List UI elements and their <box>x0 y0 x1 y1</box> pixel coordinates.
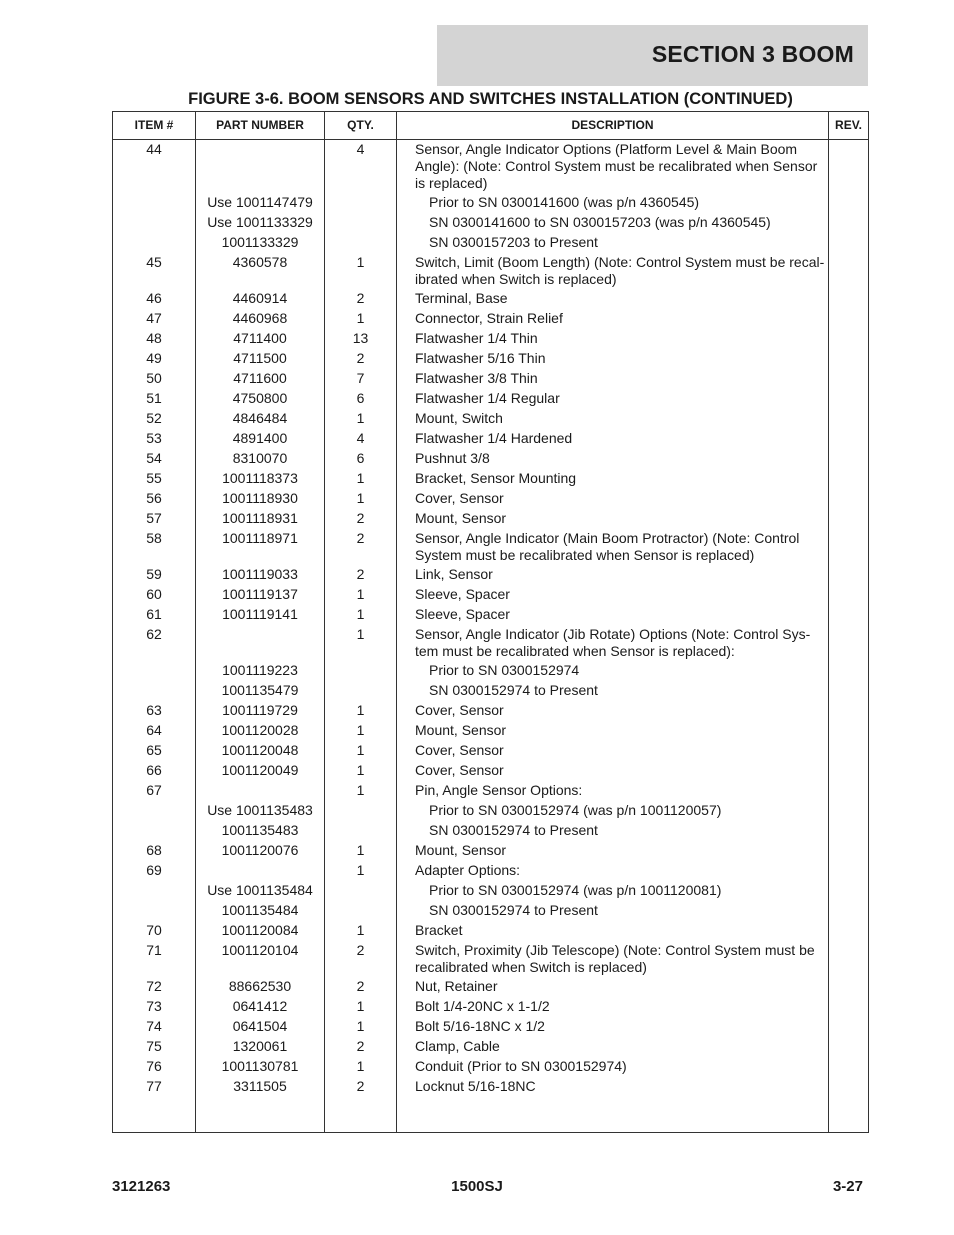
item-number: 76 <box>146 1058 162 1074</box>
table-row <box>113 586 868 603</box>
part-number: 4750800 <box>232 390 288 406</box>
description: Bolt 1/4-20NC x 1-1/2 <box>415 998 550 1014</box>
part-number: 1320061 <box>232 1038 288 1054</box>
quantity: 2 <box>356 510 365 526</box>
table-row <box>113 141 868 192</box>
quantity: 2 <box>356 1078 365 1094</box>
section-header-banner <box>437 25 868 86</box>
item-number: 54 <box>146 450 162 466</box>
description: Flatwasher 5/16 Thin <box>415 350 546 366</box>
quantity: 1 <box>356 470 365 486</box>
description: Connector, Strain Relief <box>415 310 563 326</box>
description: Mount, Switch <box>415 410 503 426</box>
table-row <box>113 390 868 407</box>
quantity: 1 <box>356 606 365 622</box>
item-number: 72 <box>146 978 162 994</box>
item-number: 77 <box>146 1078 162 1094</box>
part-number: 1001130781 <box>221 1058 299 1074</box>
quantity: 13 <box>352 330 369 346</box>
item-number: 51 <box>146 390 162 406</box>
quantity: 2 <box>356 1038 365 1054</box>
description: Cover, Sensor <box>415 762 504 778</box>
table-row <box>113 330 868 347</box>
description: Flatwasher 1/4 Thin <box>415 330 538 346</box>
table-body <box>113 141 868 1098</box>
description: Sleeve, Spacer <box>415 586 510 602</box>
parts-table <box>112 111 869 1133</box>
table-row <box>113 978 868 995</box>
header-description: DESCRIPTION <box>571 118 654 132</box>
table-row <box>113 350 868 367</box>
description: Bolt 5/16-18NC x 1/2 <box>415 1018 545 1034</box>
header-item: ITEM # <box>134 118 174 132</box>
table-row <box>113 410 868 427</box>
part-number: 1001118373 <box>222 470 298 486</box>
description: Mount, Sensor <box>415 510 507 526</box>
part-number: 0641412 <box>232 998 288 1014</box>
item-number: 53 <box>146 430 162 446</box>
table-row <box>113 310 868 327</box>
part-number: 4360578 <box>232 254 288 270</box>
description: Prior to SN 0300152974 (was p/n 1001120081) <box>429 882 722 898</box>
description: Link, Sensor <box>415 566 493 582</box>
description: Flatwasher 1/4 Hardened <box>415 430 573 446</box>
part-number: 8310070 <box>232 450 288 466</box>
table-row <box>113 862 868 879</box>
description: Sensor, Angle Indicator (Jib Rotate) Options (Note: Control Sys-tem must be recalibrated when Sensor is replaced): <box>415 626 811 659</box>
item-number: 60 <box>146 586 162 602</box>
part-number: 1001133329 <box>221 234 299 250</box>
description: Bracket <box>415 922 463 938</box>
item-number: 57 <box>146 510 162 526</box>
quantity: 1 <box>356 862 365 878</box>
part-number: 1001118931 <box>222 510 298 526</box>
quantity: 1 <box>356 1018 365 1034</box>
description: Switch, Proximity (Jib Telescope) (Note: Control System must be recalibrated when Switch is replaced) <box>415 942 815 975</box>
table-row <box>113 370 868 387</box>
part-number: 4460914 <box>232 290 288 306</box>
table-row <box>113 214 868 231</box>
table-row <box>113 194 868 211</box>
item-number: 69 <box>146 862 162 878</box>
description: Conduit (Prior to SN 0300152974) <box>415 1058 627 1074</box>
table-row <box>113 254 868 288</box>
description: Bracket, Sensor Mounting <box>415 470 577 486</box>
description: Mount, Sensor <box>415 722 507 738</box>
item-number: 56 <box>146 490 162 506</box>
quantity: 2 <box>356 942 365 958</box>
footer-page-number: 3-27 <box>832 1178 863 1195</box>
description: Sleeve, Spacer <box>415 606 510 622</box>
footer-doc-number: 3121263 <box>112 1178 171 1195</box>
part-number: 3311505 <box>233 1078 287 1094</box>
table-row <box>113 1078 868 1095</box>
table-row <box>113 626 868 660</box>
table-row <box>113 902 868 919</box>
table-row <box>113 530 868 564</box>
item-number: 64 <box>146 722 162 738</box>
item-number: 66 <box>146 762 162 778</box>
header-qty: QTY. <box>347 118 374 132</box>
table-row <box>113 1018 868 1035</box>
part-number: 1001120049 <box>221 762 299 778</box>
item-number: 46 <box>146 290 162 306</box>
part-number: 1001119729 <box>222 702 298 718</box>
table-row <box>113 802 868 819</box>
description: SN 0300141600 to SN 0300157203 (was p/n 4360545) <box>429 214 771 230</box>
section-title: SECTION 3 BOOM <box>651 41 854 67</box>
table-row <box>113 782 868 799</box>
table-row <box>113 1058 868 1075</box>
item-number: 59 <box>146 566 162 582</box>
description: Adapter Options: <box>415 862 521 878</box>
description: Prior to SN 0300141600 (was p/n 4360545) <box>429 194 700 210</box>
quantity: 2 <box>356 530 365 546</box>
description: Sensor, Angle Indicator (Main Boom Protractor) (Note: Control System must be recalibrated when Sensor is replaced) <box>415 530 800 563</box>
table-row <box>113 290 868 307</box>
description: Flatwasher 3/8 Thin <box>415 370 538 386</box>
item-number: 74 <box>146 1018 162 1034</box>
quantity: 6 <box>356 450 365 466</box>
item-number: 73 <box>146 998 162 1014</box>
item-number: 45 <box>146 254 162 270</box>
quantity: 2 <box>356 566 365 582</box>
footer-model: 1500SJ <box>451 1178 503 1195</box>
header-divider <box>113 139 868 140</box>
part-number: 1001120028 <box>221 722 299 738</box>
part-number: 1001120084 <box>221 922 299 938</box>
part-number: 1001135483 <box>221 822 299 838</box>
item-number: 44 <box>146 141 162 157</box>
table-row <box>113 490 868 507</box>
item-number: 50 <box>146 370 162 386</box>
quantity: 2 <box>356 978 365 994</box>
quantity: 1 <box>356 410 365 426</box>
part-number: 1001120076 <box>221 842 299 858</box>
description: Locknut 5/16-18NC <box>415 1078 536 1094</box>
table-row <box>113 510 868 527</box>
part-number: Use 1001135484 <box>207 882 313 898</box>
table-row <box>113 1038 868 1055</box>
quantity: 1 <box>356 742 365 758</box>
quantity: 1 <box>356 586 365 602</box>
item-number: 48 <box>146 330 162 346</box>
item-number: 71 <box>146 942 162 958</box>
figure-title: FIGURE 3-6. BOOM SENSORS AND SWITCHES INSTALLATION (CONTINUED) <box>188 90 793 108</box>
quantity: 1 <box>356 922 365 938</box>
part-number: Use 1001135483 <box>207 802 313 818</box>
table-row <box>113 234 868 251</box>
quantity: 1 <box>356 782 365 798</box>
item-number: 65 <box>146 742 162 758</box>
quantity: 1 <box>356 254 365 270</box>
quantity: 1 <box>356 762 365 778</box>
table-row <box>113 450 868 467</box>
description: Terminal, Base <box>415 290 508 306</box>
description: Clamp, Cable <box>415 1038 500 1054</box>
quantity: 2 <box>356 350 365 366</box>
description: Cover, Sensor <box>415 490 504 506</box>
part-number: 1001119223 <box>222 662 298 678</box>
quantity: 1 <box>356 310 365 326</box>
item-number: 63 <box>146 702 162 718</box>
description: Cover, Sensor <box>415 742 504 758</box>
part-number: 4891400 <box>232 430 288 446</box>
description: Mount, Sensor <box>415 842 507 858</box>
description: SN 0300152974 to Present <box>429 822 598 838</box>
table-row <box>113 662 868 679</box>
description: Prior to SN 0300152974 <box>429 662 580 678</box>
item-number: 67 <box>146 782 162 798</box>
quantity: 1 <box>356 998 365 1014</box>
item-number: 47 <box>146 310 162 326</box>
part-number: 4711500 <box>233 350 287 366</box>
quantity: 1 <box>356 722 365 738</box>
description: Cover, Sensor <box>415 702 504 718</box>
table-row <box>113 822 868 839</box>
description: Nut, Retainer <box>415 978 498 994</box>
part-number: 0641504 <box>232 1018 288 1034</box>
part-number: 1001119141 <box>222 606 298 622</box>
quantity: 1 <box>356 626 365 642</box>
description: Sensor, Angle Indicator Options (Platform Level & Main Boom Angle): (Note: Control System must be recalibrated when Sensor is replaced) <box>415 141 818 191</box>
part-number: 88662530 <box>228 978 292 994</box>
part-number: 1001135484 <box>221 902 299 918</box>
table-row <box>113 430 868 447</box>
part-number: 4711400 <box>233 330 287 346</box>
part-number: 1001119033 <box>222 566 298 582</box>
part-number: 4711600 <box>233 370 287 386</box>
table-row <box>113 742 868 759</box>
table-row <box>113 922 868 939</box>
table-row <box>113 702 868 719</box>
part-number: 1001120048 <box>221 742 299 758</box>
item-number: 61 <box>146 606 162 622</box>
description: Prior to SN 0300152974 (was p/n 1001120057) <box>429 802 722 818</box>
table-row <box>113 722 868 739</box>
item-number: 52 <box>146 410 162 426</box>
item-number: 68 <box>146 842 162 858</box>
item-number: 55 <box>146 470 162 486</box>
quantity: 4 <box>356 141 365 157</box>
item-number: 75 <box>146 1038 162 1054</box>
header-rev: REV. <box>835 118 862 132</box>
description: SN 0300157203 to Present <box>429 234 598 250</box>
quantity: 4 <box>356 430 365 446</box>
description: Switch, Limit (Boom Length) (Note: Control System must be recal-ibrated when Switch is replaced) <box>415 254 825 287</box>
table-row <box>113 942 868 976</box>
part-number: 4460968 <box>232 310 288 326</box>
quantity: 6 <box>356 390 365 406</box>
table-row <box>113 998 868 1015</box>
table-row <box>113 682 868 699</box>
table-row <box>113 762 868 779</box>
quantity: 1 <box>356 702 365 718</box>
table-row <box>113 882 868 899</box>
table-row <box>113 606 868 623</box>
description: SN 0300152974 to Present <box>429 682 598 698</box>
quantity: 2 <box>356 290 365 306</box>
part-number: 1001119137 <box>222 586 298 602</box>
description: Pin, Angle Sensor Options: <box>415 782 583 798</box>
description: Pushnut 3/8 <box>415 450 490 466</box>
table-row <box>113 470 868 487</box>
table-row <box>113 842 868 859</box>
quantity: 1 <box>356 490 365 506</box>
quantity: 1 <box>356 1058 365 1074</box>
description: SN 0300152974 to Present <box>429 902 598 918</box>
quantity: 1 <box>356 842 365 858</box>
item-number: 58 <box>146 530 162 546</box>
part-number: 1001120104 <box>221 942 299 958</box>
part-number: 1001118930 <box>222 490 298 506</box>
description: Flatwasher 1/4 Regular <box>415 390 560 406</box>
item-number: 62 <box>146 626 162 642</box>
table-row <box>113 566 868 583</box>
quantity: 7 <box>356 370 365 386</box>
part-number: 4846484 <box>232 410 288 426</box>
part-number: Use 1001133329 <box>207 214 313 230</box>
item-number: 49 <box>146 350 162 366</box>
part-number: Use 1001147479 <box>207 194 313 210</box>
part-number: 1001118971 <box>222 530 298 546</box>
item-number: 70 <box>146 922 162 938</box>
header-part-number: PART NUMBER <box>216 118 304 132</box>
part-number: 1001135479 <box>221 682 299 698</box>
